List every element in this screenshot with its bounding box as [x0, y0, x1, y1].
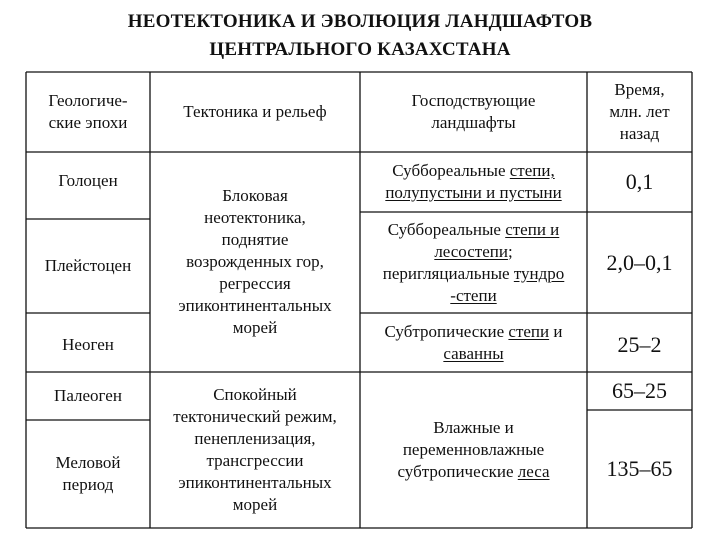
- header-landscapes-line-1: Господствующие: [411, 91, 536, 110]
- epoch-neogene: Неоген: [62, 335, 114, 354]
- header-time-line-2: млн. лет: [609, 102, 670, 121]
- epoch-paleogene: Палеоген: [54, 386, 122, 405]
- landscape-pleistocene: Суббореальные степи и лесостепи; перигляциальные тундро -степи: [382, 219, 565, 305]
- time-pleistocene: 2,0–0,1: [606, 249, 673, 275]
- epoch-holocene: Голоцен: [58, 171, 118, 190]
- time-paleogene: 65–25: [612, 378, 667, 403]
- epoch-cretaceous-line-1: Меловой: [55, 453, 121, 472]
- header-landscapes-line-2: ландшафты: [431, 113, 516, 132]
- header-time-line-1: Время,: [614, 80, 665, 99]
- time-holocene: 0,1: [625, 169, 654, 194]
- header-epochs-line-1: Геологиче-: [48, 91, 128, 110]
- header-landscapes: [360, 72, 587, 152]
- epoch-cretaceous-line-2: период: [62, 475, 114, 494]
- header-epochs-line-2: ские эпохи: [48, 113, 128, 132]
- landscape-paleo: Влажные и переменновлажные субтропические леса: [397, 418, 550, 481]
- landscape-neogene: Субтропические степи и саванны: [384, 321, 563, 363]
- time-neogene: 25–2: [617, 332, 662, 357]
- header-tectonics-text: Тектоника и рельеф: [183, 102, 327, 121]
- title-line-1: НЕОТЕКТОНИКА И ЭВОЛЮЦИЯ ЛАНДШАФТОВ: [127, 11, 593, 32]
- header-tectonics: [150, 72, 360, 152]
- header-geological-epochs: [26, 72, 150, 152]
- epoch-cretaceous: [26, 420, 150, 528]
- epoch-pleistocene: Плейстоцен: [44, 256, 132, 275]
- page-title: [0, 8, 720, 64]
- title-line-2: ЦЕНТРАЛЬНОГО КАЗАХСТАНА: [209, 39, 511, 60]
- header-time: [587, 72, 692, 152]
- tectonics-block: Блоковая неотектоника, поднятие возрожденных гор, регрессия эпиконтинентальных морей: [178, 186, 332, 337]
- tectonics-calm: Спокойный тектонический режим, пенепленизация, трансгрессии эпиконтинентальных морей: [173, 385, 337, 514]
- header-time-line-3: назад: [619, 124, 660, 143]
- time-cretaceous: 135–65: [606, 456, 673, 481]
- landscape-holocene: Суббореальные степи, полупустыни и пустыни: [385, 161, 562, 202]
